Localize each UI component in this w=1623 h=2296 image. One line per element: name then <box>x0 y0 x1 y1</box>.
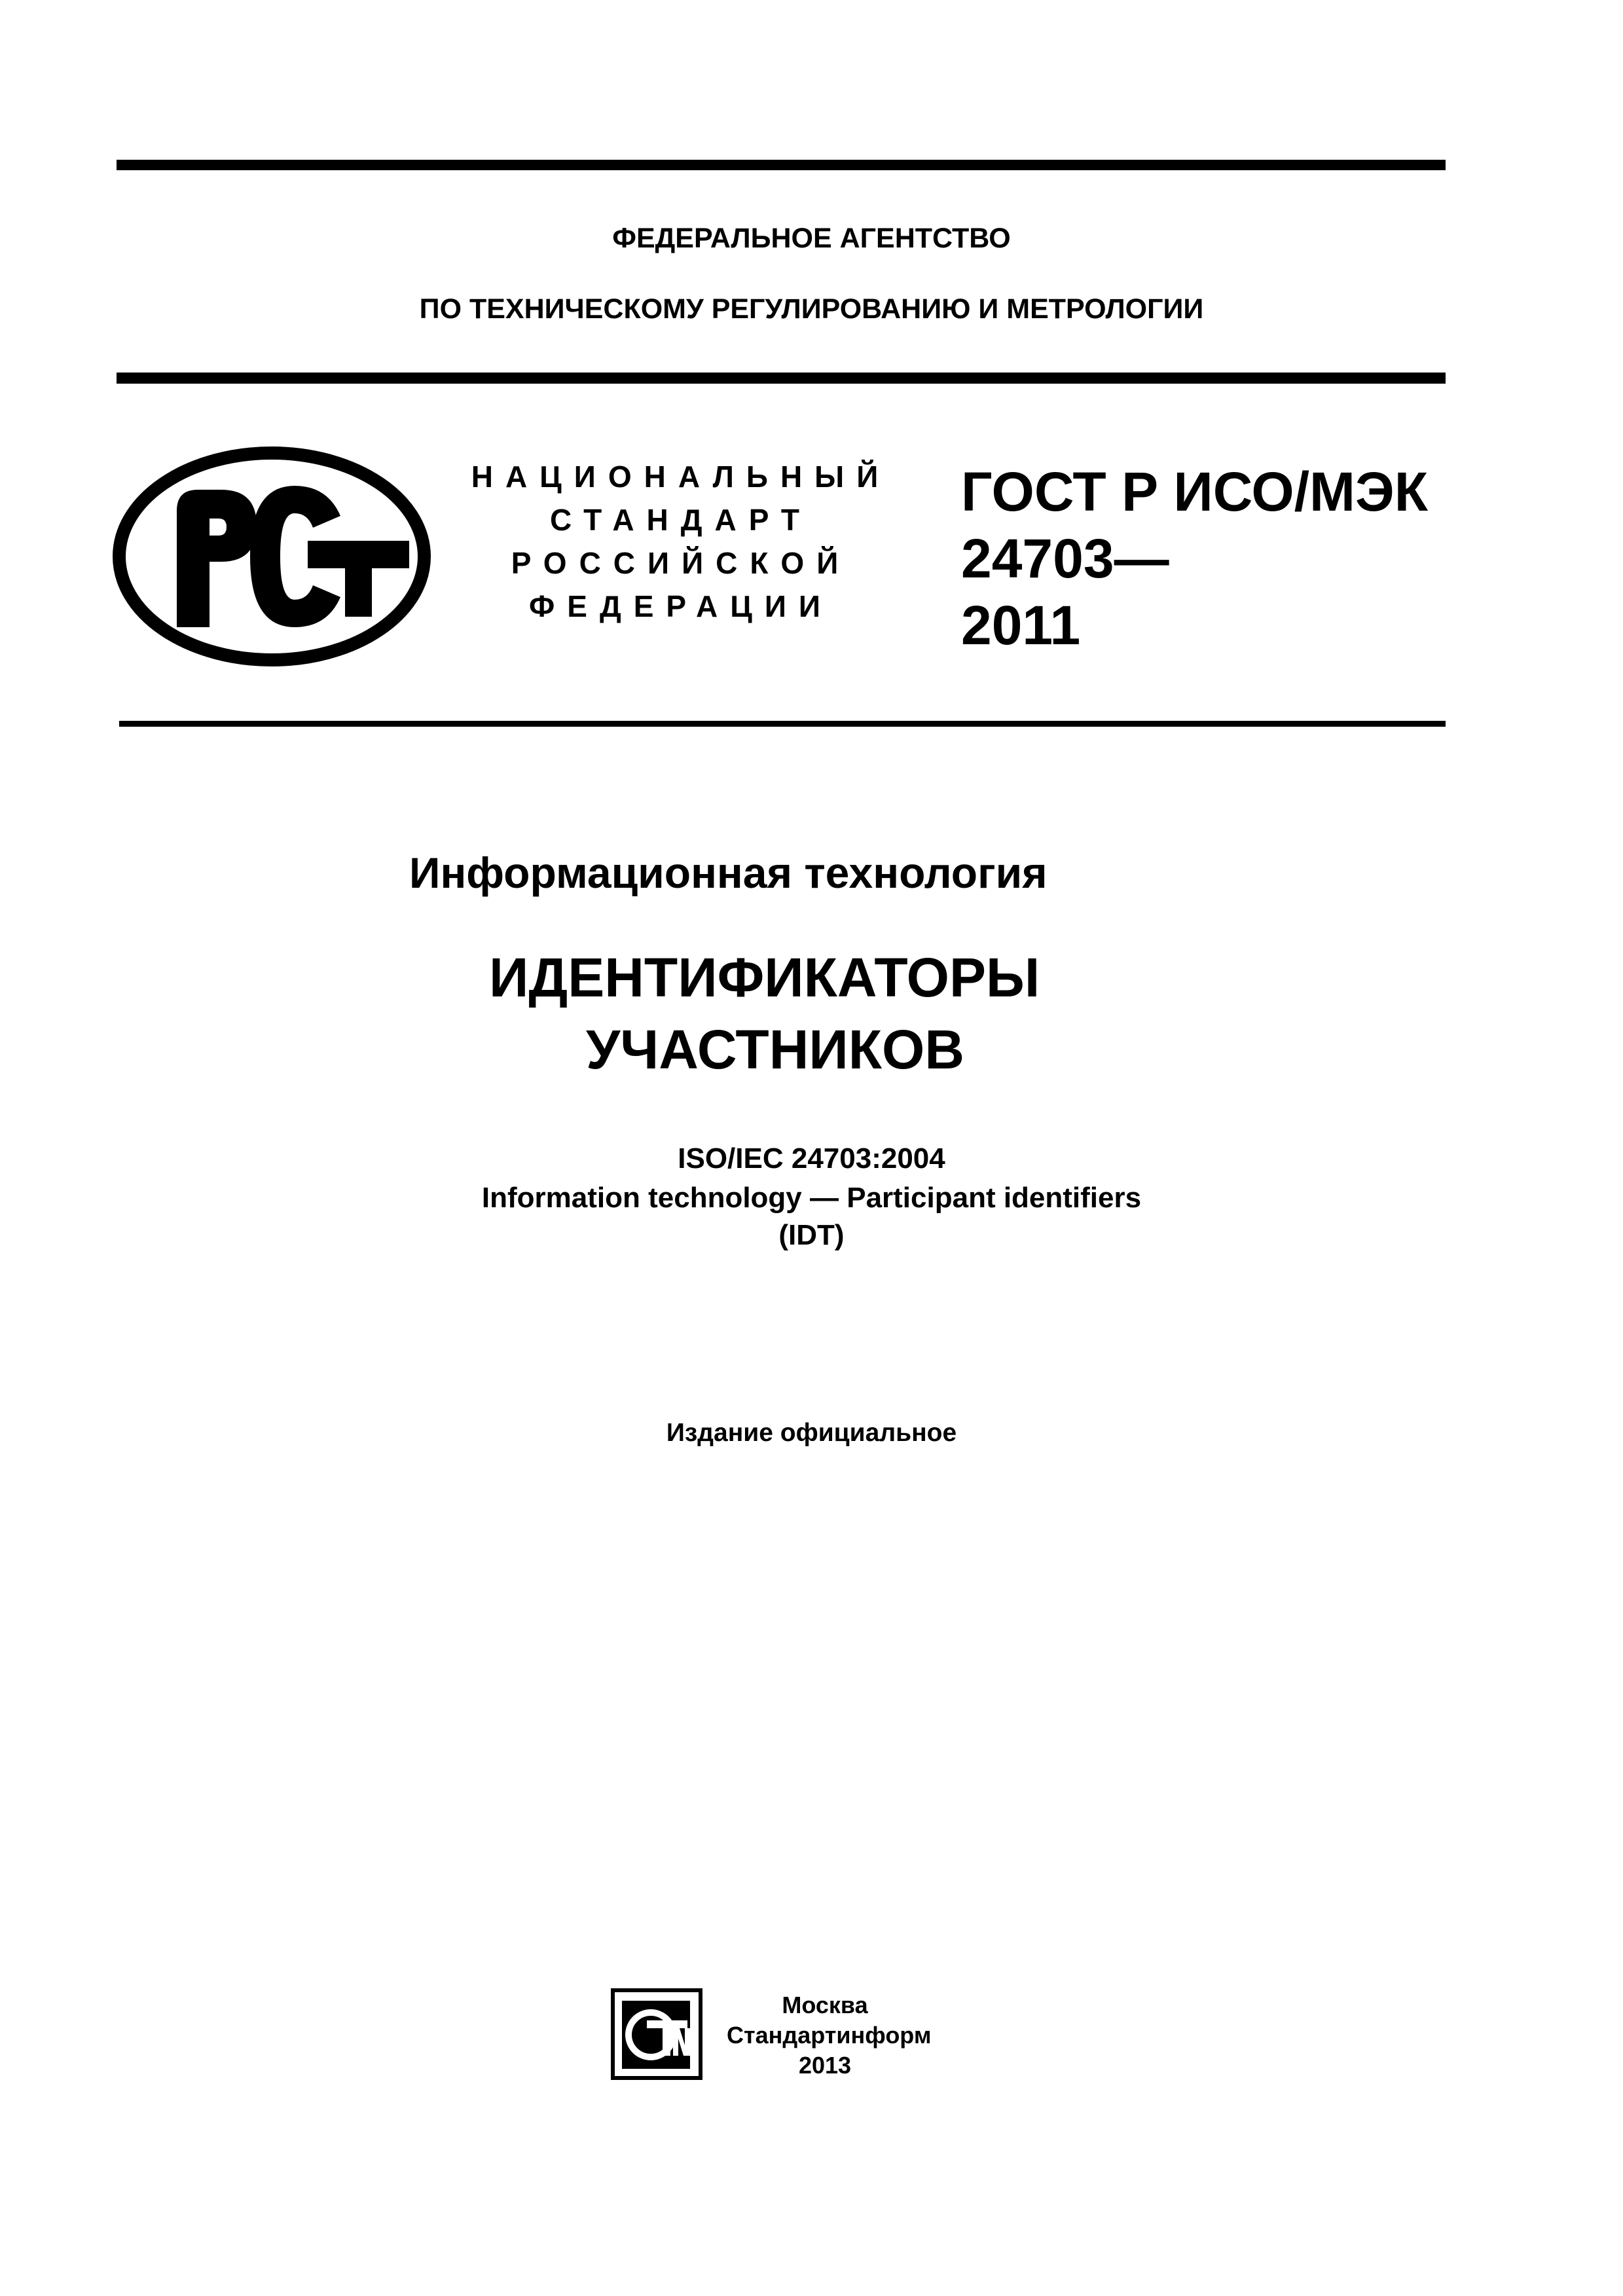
iso-degree: (IDT) <box>778 1219 845 1251</box>
national-standard-block <box>458 455 903 628</box>
main-title-line-1: ИДЕНТИФИКАТОРЫ <box>489 947 1040 1008</box>
standard-designation <box>961 458 1428 659</box>
agency-rule <box>117 373 1446 384</box>
agency-line-1: ФЕДЕРАЛЬНОЕ АГЕНТСТВО <box>612 223 1011 254</box>
designation-line-3: 2011 <box>961 594 1081 656</box>
publisher-city: Москва <box>782 1992 868 2018</box>
national-standard-line-1: НАЦИОНАЛЬНЫЙ <box>471 460 891 494</box>
header-rule <box>119 721 1446 727</box>
publisher-name: Стандартинформ <box>727 2022 932 2049</box>
main-title-line-2: УЧАСТНИКОВ <box>586 1019 965 1080</box>
publisher-block <box>727 1990 932 2081</box>
designation-line-2: 24703— <box>961 528 1169 589</box>
standartinform-logo-icon <box>608 1985 706 2083</box>
top-rule <box>117 160 1446 170</box>
iso-code: ISO/IEC 24703:2004 <box>678 1142 945 1175</box>
subject-title: Информационная технология <box>409 848 1048 897</box>
national-standard-line-4: ФЕДЕРАЦИИ <box>529 589 833 623</box>
national-standard-line-2: СТАНДАРТ <box>550 503 812 537</box>
publisher-year: 2013 <box>798 2052 852 2079</box>
national-standard-line-3: РОССИЙСКОЙ <box>511 546 851 580</box>
rst-certification-mark-icon <box>111 445 432 668</box>
designation-line-1: ГОСТ Р ИСО/МЭК <box>961 461 1429 522</box>
agency-line-2: ПО ТЕХНИЧЕСКОМУ РЕГУЛИРОВАНИЮ И МЕТРОЛОГИИ <box>419 293 1204 325</box>
edition-note: Издание официальное <box>666 1419 957 1447</box>
iso-title: Information technology — Participant identifiers <box>481 1182 1142 1214</box>
